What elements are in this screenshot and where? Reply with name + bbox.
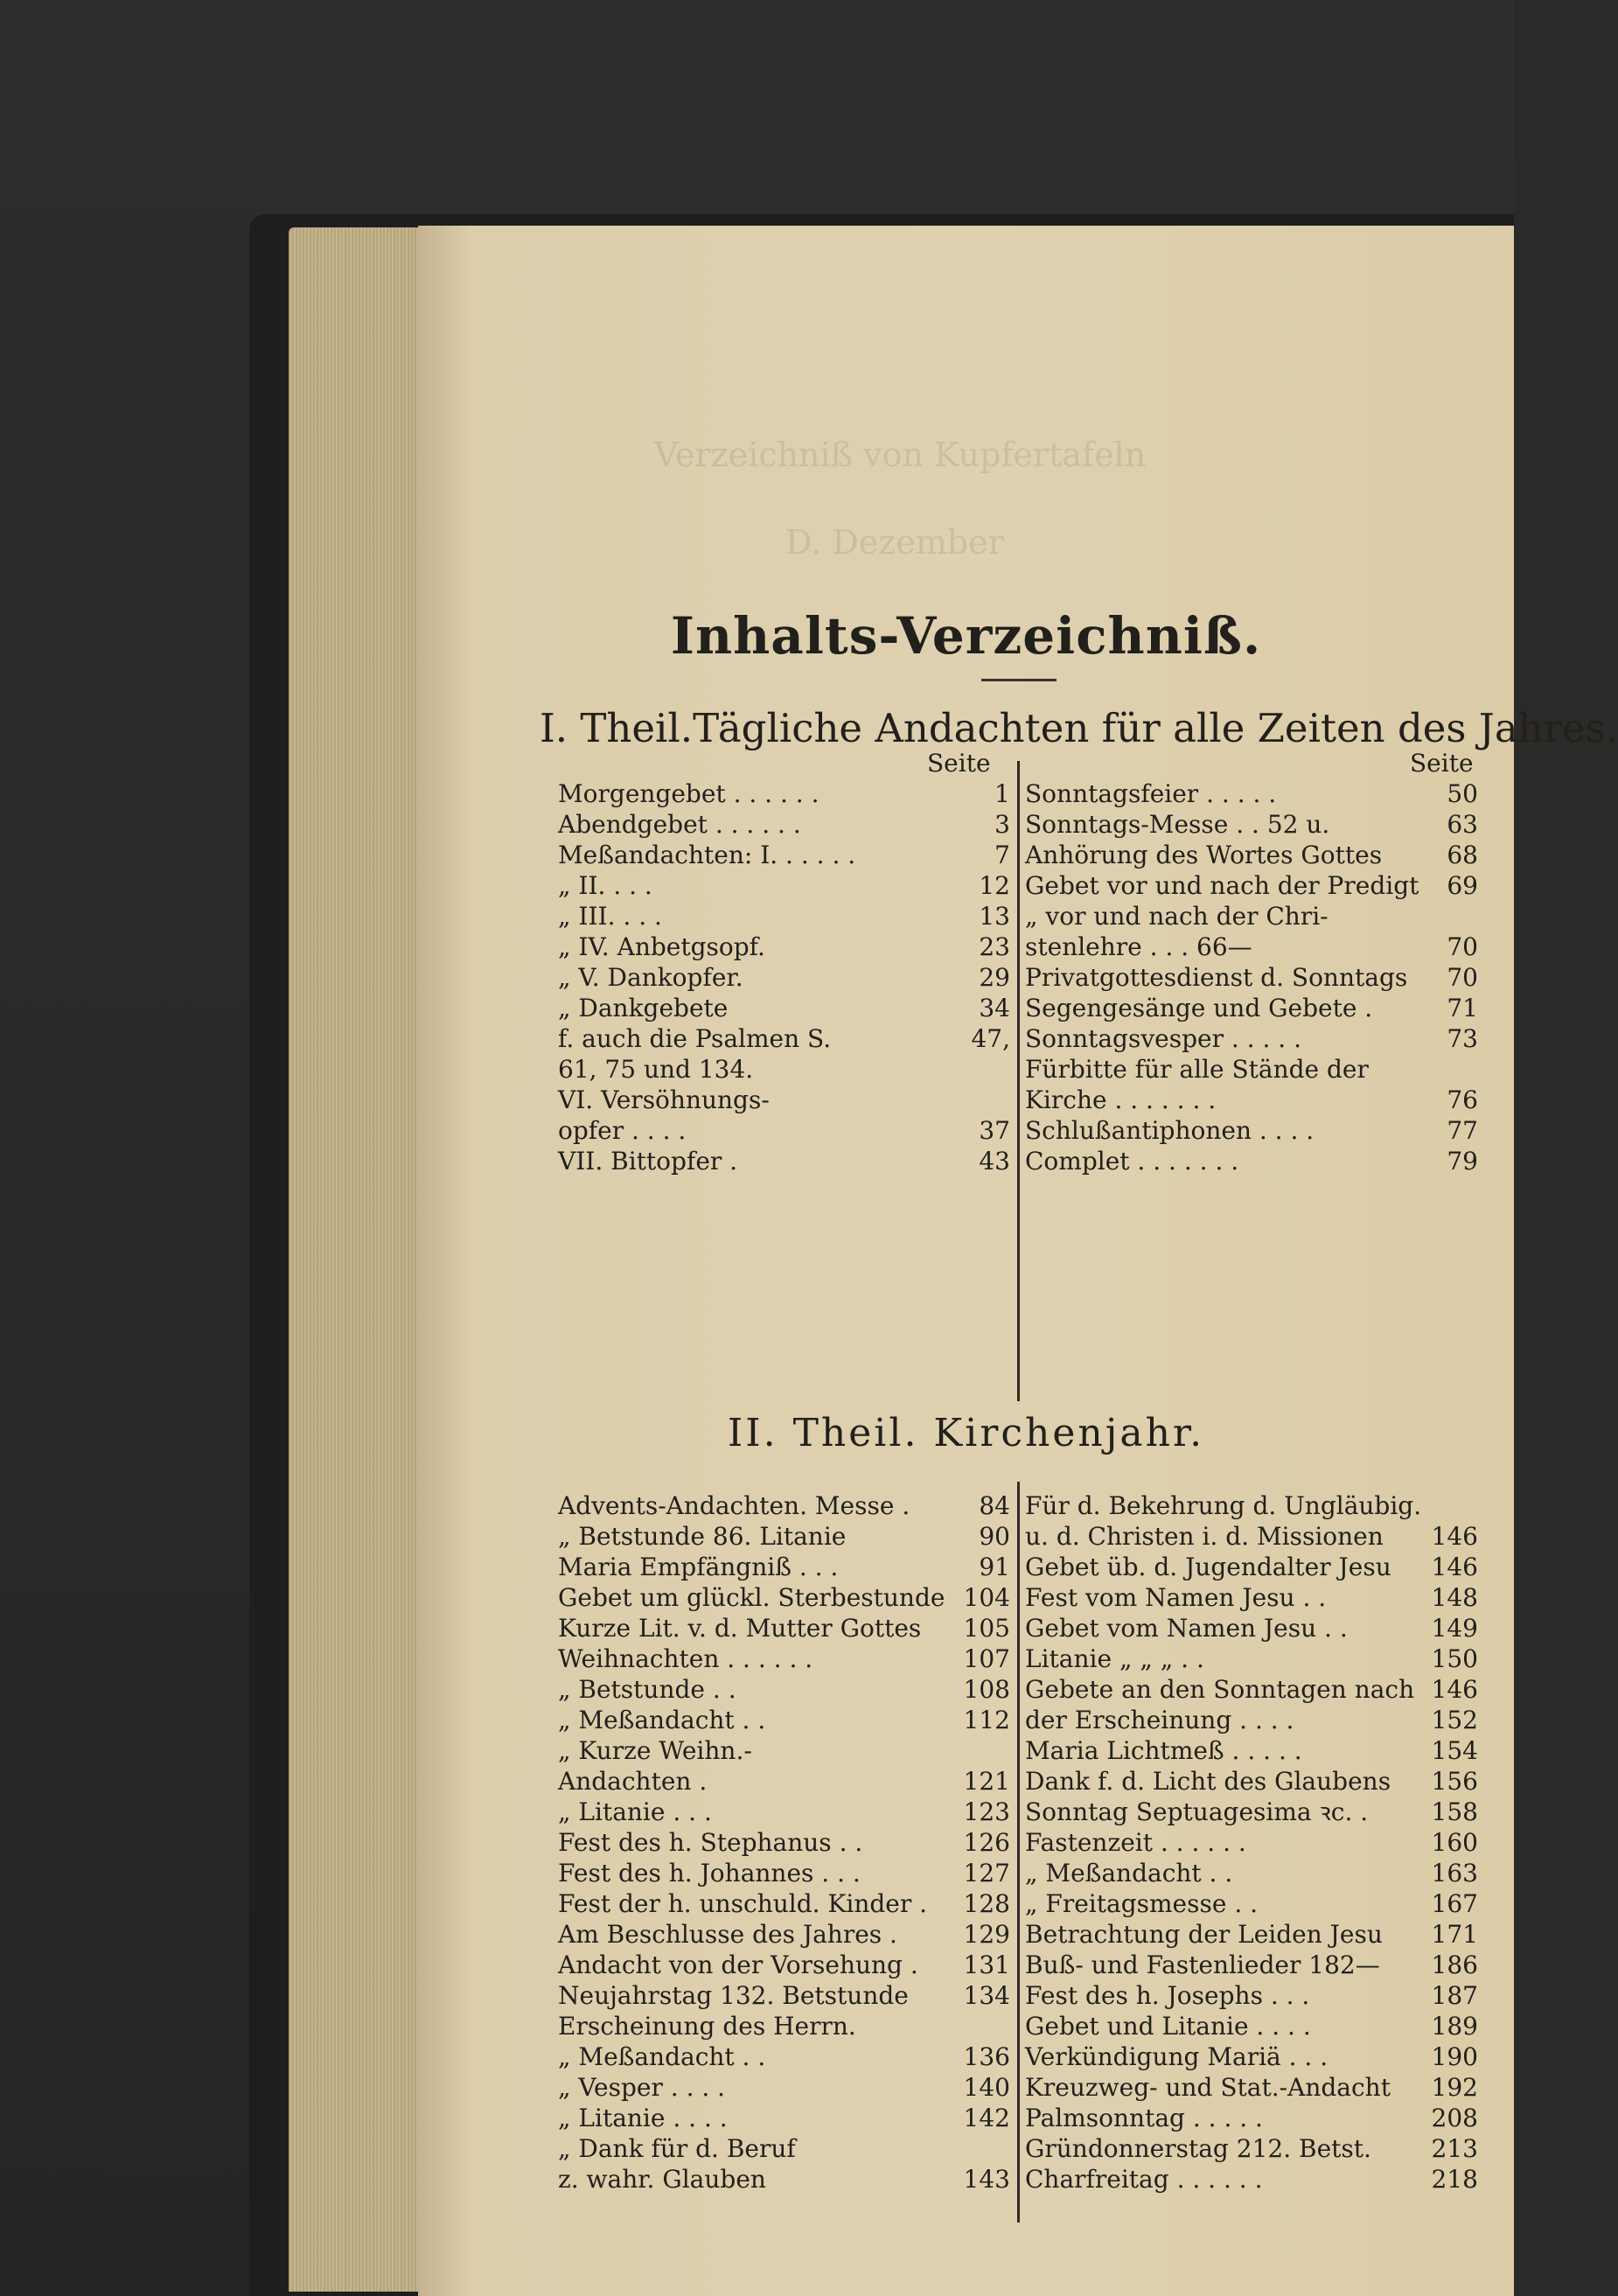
toc-entry-page: 150 [1431, 1644, 1478, 1673]
toc-entry-label: Anhörung des Wortes Gottes [1025, 841, 1383, 869]
toc-entry-label: Fastenzeit . . . . . . [1025, 1828, 1246, 1857]
toc-entry [558, 1613, 1010, 1643]
toc-entry [558, 1023, 1010, 1054]
right-column-header: Seite [1410, 749, 1474, 778]
toc-entry-label: Fest des h. Stephanus . . [558, 1828, 863, 1857]
toc-entry-label: Neujahrstag 132. Betstunde [558, 1981, 909, 2010]
toc-entry [558, 1919, 1010, 1950]
toc-entry-label: „ II. . . . [558, 871, 652, 900]
toc-entry-label: „ Litanie . . . . [558, 2104, 728, 2132]
toc-entry-page: 160 [1431, 1828, 1478, 1857]
toc-entry [558, 932, 1010, 962]
toc-entry-label: Fest vom Namen Jesu . . [1025, 1583, 1327, 1612]
page-title: Inhalts-Verzeichniß. [670, 606, 1262, 666]
bleed-through-text: D. Dezember [785, 523, 1004, 562]
toc-entry [558, 2011, 1010, 2041]
toc-entry [1025, 1980, 1478, 2011]
toc-entry [558, 1797, 1010, 1827]
toc-entry [1025, 1521, 1478, 1552]
toc-entry-label: „ Litanie . . . [558, 1797, 712, 1826]
toc-entry [1025, 1490, 1478, 1521]
toc-entry-page: 63 [1447, 810, 1478, 839]
toc-entry-label: Sonntags-Messe . . 52 u. [1025, 810, 1330, 839]
toc-entry-page: 76 [1447, 1085, 1478, 1114]
toc-entry-page: 127 [963, 1859, 1010, 1888]
toc-entry-page: 146 [1431, 1675, 1478, 1704]
toc-entry [1025, 1582, 1478, 1613]
toc-entry-label: „ IV. Anbetgsopf. [558, 932, 765, 961]
toc-entry [1025, 1705, 1478, 1735]
toc-entry-page: 43 [979, 1147, 1010, 1176]
toc-entry [558, 1521, 1010, 1552]
toc-entry-page: 1 [994, 779, 1010, 808]
toc-entry [1025, 2164, 1478, 2195]
toc-entry-label: stenlehre . . . 66— [1025, 932, 1252, 961]
toc-entry-label: Complet . . . . . . . [1025, 1147, 1239, 1176]
toc-entry-page: 149 [1431, 1614, 1478, 1643]
toc-entry-page: 186 [1431, 1951, 1478, 1979]
toc-entry-page: 187 [1431, 1981, 1478, 2010]
toc-entry-label: Fest der h. unschuld. Kinder . [558, 1889, 928, 1918]
toc-entry-page: 131 [963, 1951, 1010, 1979]
toc-entry-page: 143 [963, 2165, 1010, 2194]
toc-entry-page: 121 [963, 1767, 1010, 1796]
toc-entry-page: 171 [1431, 1920, 1478, 1949]
toc-entry [1025, 1797, 1478, 1827]
toc-entry-page: 112 [963, 1706, 1010, 1734]
toc-entry [1025, 1552, 1478, 1582]
toc-entry-label: „ Meßandacht . . [1025, 1859, 1233, 1888]
toc-entry [1025, 1115, 1478, 1146]
toc-entry [558, 778, 1010, 809]
toc-entry-page: 104 [963, 1583, 1010, 1612]
toc-entry [558, 2041, 1010, 2072]
toc-entry-page: 68 [1447, 841, 1478, 869]
toc-entry [1025, 1023, 1478, 1054]
toc-entry-label: „ Kurze Weihn.- [558, 1736, 752, 1765]
toc-entry-label: „ III. . . . [558, 902, 662, 931]
toc-entry-label: Abendgebet . . . . . . [558, 810, 801, 839]
toc-entry [558, 809, 1010, 840]
toc-entry [558, 1735, 1010, 1766]
toc-entry-label: „ Meßandacht . . [558, 2042, 766, 2071]
toc-entry-label: Advents-Andachten. Messe . [558, 1491, 910, 1520]
toc-entry-page: 208 [1431, 2104, 1478, 2132]
part2-heading: II. Theil. Kirchenjahr. [727, 1411, 1205, 1455]
toc-entry [1025, 993, 1478, 1023]
toc-entry-label: Andachten . [558, 1767, 708, 1796]
toc-entry-label: Gebete an den Sonntagen nach [1025, 1675, 1415, 1704]
toc-entry [558, 870, 1010, 901]
toc-entry-page: 7 [994, 841, 1010, 869]
toc-entry-label: Sonntagsfeier . . . . . [1025, 779, 1277, 808]
toc-entry-page: 69 [1447, 871, 1478, 900]
toc-entry [558, 1950, 1010, 1980]
toc-entry-page: 73 [1447, 1024, 1478, 1053]
toc-entry [1025, 901, 1478, 932]
toc-entry-page: 29 [979, 963, 1010, 992]
toc-entry-label: Gebet um glückl. Sterbestunde [558, 1583, 945, 1612]
toc-entry-label: Fest des h. Josephs . . . [1025, 1981, 1310, 2010]
toc-entry-page: 154 [1431, 1736, 1478, 1765]
toc-entry-label: Für d. Bekehrung d. Ungläubig. [1025, 1491, 1422, 1520]
toc-entry [558, 840, 1010, 870]
toc-entry-label: Gebet üb. d. Jugendalter Jesu [1025, 1553, 1391, 1581]
toc-entry [558, 1054, 1010, 1085]
toc-entry-page: 134 [963, 1981, 1010, 2010]
toc-entry-label: Gebet vom Namen Jesu . . [1025, 1614, 1348, 1643]
toc-entry-page: 3 [994, 810, 1010, 839]
toc-entry-label: „ Betstunde . . [558, 1675, 736, 1704]
toc-entry [1025, 870, 1478, 901]
toc-entry-page: 156 [1431, 1767, 1478, 1796]
toc-entry [1025, 2072, 1478, 2103]
toc-entry [1025, 1766, 1478, 1797]
toc-entry [1025, 962, 1478, 993]
toc-entry-page: 136 [963, 2042, 1010, 2071]
toc-entry-label: z. wahr. Glauben [558, 2165, 766, 2194]
toc-entry-label: Dank f. d. Licht des Glaubens [1025, 1767, 1391, 1796]
toc-entry [1025, 1888, 1478, 1919]
part2-right-column [1025, 1490, 1478, 2195]
toc-entry-page: 50 [1447, 779, 1478, 808]
toc-entry [1025, 1146, 1478, 1176]
toc-entry-page: 108 [963, 1675, 1010, 1704]
toc-entry [558, 1490, 1010, 1521]
toc-entry [1025, 1919, 1478, 1950]
toc-entry [1025, 1735, 1478, 1766]
part1-left-column [558, 778, 1010, 1176]
toc-entry-page: 70 [1447, 963, 1478, 992]
toc-entry [558, 1766, 1010, 1797]
toc-entry-page: 192 [1431, 2073, 1478, 2102]
toc-entry-label: Segengesänge und Gebete . [1025, 994, 1373, 1022]
toc-entry-label: Palmsonntag . . . . . [1025, 2104, 1263, 2132]
toc-entry-page: 167 [1431, 1889, 1478, 1918]
toc-entry [1025, 1613, 1478, 1643]
toc-entry-page: 163 [1431, 1859, 1478, 1888]
toc-entry-label: 61, 75 und 134. [558, 1055, 754, 1084]
toc-entry [1025, 2133, 1478, 2164]
toc-entry [558, 901, 1010, 932]
toc-entry [558, 1705, 1010, 1735]
part1-right-column [1025, 778, 1478, 1176]
toc-entry-page: 71 [1447, 994, 1478, 1022]
toc-entry [1025, 932, 1478, 962]
toc-entry-label: „ vor und nach der Chri- [1025, 902, 1329, 931]
toc-entry-page: 79 [1447, 1147, 1478, 1176]
toc-entry-page: 189 [1431, 2012, 1478, 2041]
toc-entry [558, 1980, 1010, 2011]
toc-entry [558, 1827, 1010, 1858]
toc-entry-label: Sonntag Septuagesima ꝛc. . [1025, 1797, 1369, 1826]
toc-entry-label: „ Betstunde 86. Litanie [558, 1522, 847, 1551]
part2-left-column [558, 1490, 1010, 2195]
toc-entry-page: 158 [1431, 1797, 1478, 1826]
toc-entry-label: „ Freitagsmesse . . [1025, 1889, 1259, 1918]
toc-entry-label: Am Beschlusse des Jahres . [558, 1920, 897, 1949]
toc-entry [1025, 2103, 1478, 2133]
left-column-header: Seite [927, 749, 991, 778]
toc-entry-page: 152 [1431, 1706, 1478, 1734]
toc-entry-label: der Erscheinung . . . . [1025, 1706, 1294, 1734]
page-edges [289, 227, 433, 2292]
toc-entry-label: Verkündigung Mariä . . . [1025, 2042, 1329, 2071]
toc-entry [1025, 1054, 1478, 1085]
toc-entry-page: 213 [1431, 2134, 1478, 2163]
toc-entry-label: Betrachtung der Leiden Jesu [1025, 1920, 1383, 1949]
toc-entry-page: 218 [1431, 2165, 1478, 2194]
toc-entry [558, 2133, 1010, 2164]
toc-entry [558, 1552, 1010, 1582]
toc-entry [558, 1146, 1010, 1176]
toc-entry [1025, 1827, 1478, 1858]
toc-entry [558, 962, 1010, 993]
toc-entry-label: Gebet vor und nach der Predigt [1025, 871, 1419, 900]
toc-entry-page: 70 [1447, 932, 1478, 961]
toc-entry [1025, 840, 1478, 870]
toc-entry [558, 1858, 1010, 1888]
toc-entry-label: Fürbitte für alle Stände der [1025, 1055, 1369, 1084]
toc-entry-page: 148 [1431, 1583, 1478, 1612]
toc-entry-label: Maria Lichtmeß . . . . . [1025, 1736, 1302, 1765]
column-divider [1017, 761, 1020, 1401]
toc-entry-page: 90 [979, 1522, 1010, 1551]
toc-entry-page: 37 [979, 1116, 1010, 1145]
book-page [418, 226, 1618, 2296]
toc-entry-page: 23 [979, 932, 1010, 961]
toc-entry-label: „ Dankgebete [558, 994, 729, 1022]
toc-entry-page: 146 [1431, 1553, 1478, 1581]
toc-entry-label: Gründonnerstag 212. Betst. [1025, 2134, 1371, 2163]
toc-entry [1025, 2011, 1478, 2041]
toc-entry-label: Meßandachten: I. . . . . . [558, 841, 856, 869]
toc-entry-label: Schlußantiphonen . . . . [1025, 1116, 1315, 1145]
toc-entry-label: u. d. Christen i. d. Missionen [1025, 1522, 1384, 1551]
toc-entry-label: Kirche . . . . . . . [1025, 1085, 1217, 1114]
toc-entry-page: 77 [1447, 1116, 1478, 1145]
toc-entry [1025, 2041, 1478, 2072]
toc-entry-page: 123 [963, 1797, 1010, 1826]
toc-entry-label: Sonntagsvesper . . . . . [1025, 1024, 1301, 1053]
toc-entry-label: Maria Empfängniß . . . [558, 1553, 839, 1581]
toc-entry [1025, 809, 1478, 840]
toc-entry-label: „ Meßandacht . . [558, 1706, 766, 1734]
toc-entry-page: 13 [979, 902, 1010, 931]
toc-entry-label: Kurze Lit. v. d. Mutter Gottes [558, 1614, 922, 1643]
toc-entry [558, 1115, 1010, 1146]
toc-entry-label: f. auch die Psalmen S. [558, 1024, 832, 1053]
toc-entry-page: 140 [963, 2073, 1010, 2102]
toc-entry-page: 126 [963, 1828, 1010, 1857]
toc-entry-label: Gebet und Litanie . . . . [1025, 2012, 1311, 2041]
title-rule [981, 679, 1057, 681]
part1-heading [540, 705, 1618, 751]
toc-entry-label: Buß- und Fastenlieder 182— [1025, 1951, 1380, 1979]
toc-entry-page: 47, [971, 1024, 1010, 1053]
column-divider [1017, 1482, 1020, 2223]
part1-title: Tägliche Andachten für alle Zeiten des Jahres. [693, 705, 1618, 751]
toc-entry [558, 993, 1010, 1023]
toc-entry-page: 190 [1431, 2042, 1478, 2071]
toc-entry [1025, 778, 1478, 809]
toc-entry [1025, 1674, 1478, 1705]
toc-entry-page: 84 [979, 1491, 1010, 1520]
toc-entry [1025, 1643, 1478, 1674]
toc-entry-label: „ Dank für d. Beruf [558, 2134, 796, 2163]
toc-entry-page: 146 [1431, 1522, 1478, 1551]
toc-entry-page: 142 [963, 2104, 1010, 2132]
toc-entry [558, 1643, 1010, 1674]
toc-entry [1025, 1950, 1478, 1980]
part1-label: I. Theil. [540, 705, 694, 751]
toc-entry [558, 1674, 1010, 1705]
toc-entry-label: VII. Bittopfer . [558, 1147, 738, 1176]
toc-entry [558, 1888, 1010, 1919]
toc-entry-label: opfer . . . . [558, 1116, 687, 1145]
toc-entry-label: Charfreitag . . . . . . [1025, 2165, 1263, 2194]
toc-entry-label: Andacht von der Vorsehung . [558, 1951, 918, 1979]
toc-entry-page: 128 [963, 1889, 1010, 1918]
toc-entry-page: 34 [979, 994, 1010, 1022]
toc-entry [558, 2103, 1010, 2133]
toc-entry-page: 129 [963, 1920, 1010, 1949]
toc-entry-label: „ Vesper . . . . [558, 2073, 726, 2102]
toc-entry [558, 1085, 1010, 1115]
toc-entry-label: Litanie „ „ „ . . [1025, 1644, 1204, 1673]
toc-entry-label: Morgengebet . . . . . . [558, 779, 819, 808]
toc-entry-label: VI. Versöhnungs- [558, 1085, 770, 1114]
bleed-through-text: Verzeichniß von Kupfertafeln [654, 436, 1147, 474]
toc-entry-page: 107 [963, 1644, 1010, 1673]
toc-entry-page: 91 [979, 1553, 1010, 1581]
toc-entry-label: Kreuzweg- und Stat.-Andacht [1025, 2073, 1391, 2102]
toc-entry [558, 1582, 1010, 1613]
toc-entry-page: 12 [979, 871, 1010, 900]
toc-entry [558, 2164, 1010, 2195]
toc-entry [558, 2072, 1010, 2103]
toc-entry-label: Erscheinung des Herrn. [558, 2012, 856, 2041]
toc-entry-page: 105 [963, 1614, 1010, 1643]
toc-entry [1025, 1085, 1478, 1115]
toc-entry-label: Privatgottesdienst d. Sonntags [1025, 963, 1408, 992]
toc-entry [1025, 1858, 1478, 1888]
toc-entry-label: „ V. Dankopfer. [558, 963, 743, 992]
toc-entry-label: Weihnachten . . . . . . [558, 1644, 813, 1673]
toc-entry-label: Fest des h. Johannes . . . [558, 1859, 861, 1888]
